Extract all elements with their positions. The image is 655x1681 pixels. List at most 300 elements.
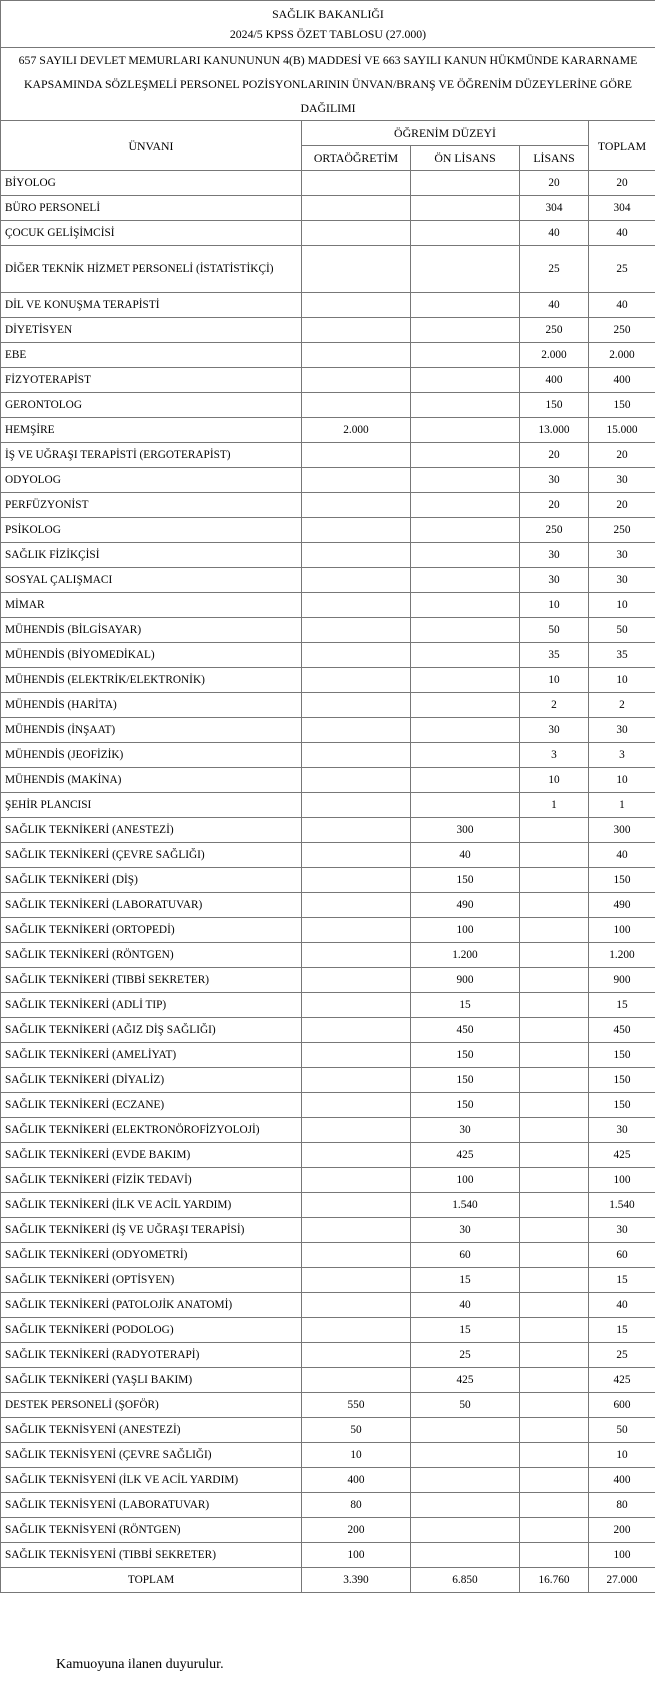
row-orta: [302, 1168, 411, 1193]
row-orta: [302, 568, 411, 593]
row-total: 250: [589, 318, 655, 343]
row-total: 30: [589, 543, 655, 568]
row-orta: [302, 468, 411, 493]
row-orta: [302, 1068, 411, 1093]
table-row: [1, 643, 655, 668]
row-title: SAĞLIK TEKNİSYENİ (İLK VE ACİL YARDIM): [1, 1468, 302, 1493]
row-lisans: [520, 1193, 589, 1218]
row-lisans: [520, 893, 589, 918]
row-onlisans: [411, 343, 520, 368]
table-row: [1, 793, 655, 818]
row-onlisans: [411, 1543, 520, 1568]
table-description: 657 SAYILI DEVLET MEMURLARI KANUNUNUN 4(B) MADDESİ VE 663 SAYILI KANUN HÜKMÜNDE KARARNAME KAPSAMINDA SÖZLEŞMELİ PERSONEL POZİSYONLARININ ÜNVAN/BRANŞ VE ÖĞRENİM DÜZEYLERİNE GÖRE DAĞILIMI: [1, 48, 655, 121]
row-onlisans: [411, 1468, 520, 1493]
row-title: SAĞLIK TEKNİSYENİ (TIBBİ SEKRETER): [1, 1543, 302, 1568]
row-orta: [302, 543, 411, 568]
row-lisans: 30: [520, 468, 589, 493]
row-title: DESTEK PERSONELİ (ŞOFÖR): [1, 1393, 302, 1418]
row-title: SAĞLIK TEKNİKERİ (ANESTEZİ): [1, 818, 302, 843]
row-orta: [302, 1018, 411, 1043]
col-lisans-header: LİSANS: [520, 146, 589, 171]
table-row: [1, 196, 655, 221]
row-orta: 80: [302, 1493, 411, 1518]
row-onlisans: [411, 1493, 520, 1518]
table-row: [1, 1293, 655, 1318]
row-onlisans: [411, 768, 520, 793]
table-row: [1, 1018, 655, 1043]
row-total: 2: [589, 693, 655, 718]
row-orta: 550: [302, 1393, 411, 1418]
row-total: 100: [589, 1168, 655, 1193]
row-orta: [302, 1043, 411, 1068]
row-total: 1.540: [589, 1193, 655, 1218]
row-orta: [302, 368, 411, 393]
row-total: 400: [589, 368, 655, 393]
row-onlisans: [411, 693, 520, 718]
row-orta: [302, 1343, 411, 1368]
row-onlisans: 450: [411, 1018, 520, 1043]
row-onlisans: 30: [411, 1118, 520, 1143]
row-lisans: [520, 818, 589, 843]
row-orta: 10: [302, 1443, 411, 1468]
row-lisans: 2: [520, 693, 589, 718]
table-row: [1, 1043, 655, 1068]
row-title: MÜHENDİS (MAKİNA): [1, 768, 302, 793]
row-total: 40: [589, 293, 655, 318]
row-title: GERONTOLOG: [1, 393, 302, 418]
row-orta: [302, 868, 411, 893]
row-orta: [302, 643, 411, 668]
row-onlisans: [411, 593, 520, 618]
row-title: SAĞLIK TEKNİKERİ (ADLİ TIP): [1, 993, 302, 1018]
row-title: SAĞLIK TEKNİKERİ (LABORATUVAR): [1, 893, 302, 918]
row-total: 1: [589, 793, 655, 818]
row-orta: [302, 768, 411, 793]
row-total: 250: [589, 518, 655, 543]
table-row: [1, 1143, 655, 1168]
row-orta: [302, 1318, 411, 1343]
row-onlisans: 1.540: [411, 1193, 520, 1218]
row-orta: [302, 793, 411, 818]
row-onlisans: 15: [411, 1318, 520, 1343]
row-onlisans: 15: [411, 1268, 520, 1293]
row-total: 50: [589, 1418, 655, 1443]
row-onlisans: 300: [411, 818, 520, 843]
row-lisans: 2.000: [520, 343, 589, 368]
row-lisans: 400: [520, 368, 589, 393]
row-lisans: 304: [520, 196, 589, 221]
row-title: MÜHENDİS (HARİTA): [1, 693, 302, 718]
table-row: [1, 1243, 655, 1268]
row-title: SAĞLIK TEKNİKERİ (FİZİK TEDAVİ): [1, 1168, 302, 1193]
row-title: MÜHENDİS (BİLGİSAYAR): [1, 618, 302, 643]
table-row: [1, 618, 655, 643]
table-header-title: [1, 1, 655, 48]
totals-total: 27.000: [589, 1568, 655, 1593]
row-orta: [302, 993, 411, 1018]
row-total: 15: [589, 1268, 655, 1293]
row-total: 30: [589, 1218, 655, 1243]
row-onlisans: 490: [411, 893, 520, 918]
table-row: [1, 918, 655, 943]
row-total: 150: [589, 393, 655, 418]
row-title: SAĞLIK TEKNİSYENİ (ÇEVRE SAĞLIĞI): [1, 1443, 302, 1468]
row-orta: [302, 1193, 411, 1218]
row-title: FİZYOTERAPİST: [1, 368, 302, 393]
row-lisans: 30: [520, 543, 589, 568]
row-lisans: [520, 1418, 589, 1443]
row-onlisans: [411, 518, 520, 543]
row-total: 50: [589, 618, 655, 643]
table-row: [1, 1168, 655, 1193]
row-title: SAĞLIK TEKNİKERİ (YAŞLI BAKIM): [1, 1368, 302, 1393]
row-orta: [302, 1143, 411, 1168]
table-row: [1, 518, 655, 543]
row-orta: [302, 968, 411, 993]
row-onlisans: 900: [411, 968, 520, 993]
row-total: 30: [589, 1118, 655, 1143]
row-lisans: 30: [520, 568, 589, 593]
row-lisans: [520, 843, 589, 868]
table-row: [1, 1068, 655, 1093]
row-title: DİYETİSYEN: [1, 318, 302, 343]
row-orta: 2.000: [302, 418, 411, 443]
row-total: 200: [589, 1518, 655, 1543]
row-title: MÜHENDİS (BİYOMEDİKAL): [1, 643, 302, 668]
row-orta: 100: [302, 1543, 411, 1568]
row-lisans: 35: [520, 643, 589, 668]
row-onlisans: [411, 618, 520, 643]
row-total: 80: [589, 1493, 655, 1518]
table-row: [1, 1118, 655, 1143]
row-onlisans: 1.200: [411, 943, 520, 968]
table-row: [1, 418, 655, 443]
table-row: [1, 1093, 655, 1118]
row-lisans: 250: [520, 518, 589, 543]
row-lisans: 150: [520, 393, 589, 418]
row-orta: [302, 893, 411, 918]
row-orta: 400: [302, 1468, 411, 1493]
row-total: 40: [589, 1293, 655, 1318]
row-lisans: [520, 868, 589, 893]
table-row: [1, 768, 655, 793]
row-lisans: [520, 1443, 589, 1468]
table-row: [1, 993, 655, 1018]
row-total: 600: [589, 1393, 655, 1418]
table-row: [1, 718, 655, 743]
row-onlisans: 100: [411, 1168, 520, 1193]
row-onlisans: 40: [411, 1293, 520, 1318]
row-orta: [302, 843, 411, 868]
table-row: [1, 368, 655, 393]
row-lisans: 250: [520, 318, 589, 343]
row-total: 30: [589, 718, 655, 743]
row-onlisans: 150: [411, 868, 520, 893]
row-lisans: [520, 1343, 589, 1368]
row-lisans: [520, 1168, 589, 1193]
row-total: 10: [589, 668, 655, 693]
row-onlisans: [411, 246, 520, 293]
row-onlisans: [411, 418, 520, 443]
row-total: 25: [589, 246, 655, 293]
row-total: 10: [589, 1443, 655, 1468]
row-lisans: 25: [520, 246, 589, 293]
table-row: [1, 171, 655, 196]
row-lisans: [520, 1143, 589, 1168]
table-row: [1, 893, 655, 918]
row-total: 150: [589, 1043, 655, 1068]
row-onlisans: 150: [411, 1068, 520, 1093]
row-title: SAĞLIK TEKNİKERİ (AĞIZ DİŞ SAĞLIĞI): [1, 1018, 302, 1043]
row-total: 30: [589, 468, 655, 493]
row-onlisans: [411, 171, 520, 196]
table-row: [1, 743, 655, 768]
row-lisans: [520, 1493, 589, 1518]
row-onlisans: [411, 318, 520, 343]
row-lisans: 10: [520, 768, 589, 793]
row-title: SAĞLIK TEKNİKERİ (EVDE BAKIM): [1, 1143, 302, 1168]
row-total: 100: [589, 918, 655, 943]
table-row: [1, 568, 655, 593]
row-orta: [302, 1368, 411, 1393]
table-row: [1, 1318, 655, 1343]
row-title: SAĞLIK TEKNİKERİ (DİŞ): [1, 868, 302, 893]
table-row: [1, 1368, 655, 1393]
row-title: BİYOLOG: [1, 171, 302, 196]
row-total: 10: [589, 768, 655, 793]
table-row: [1, 693, 655, 718]
table-row: [1, 343, 655, 368]
row-orta: [302, 818, 411, 843]
row-onlisans: 100: [411, 918, 520, 943]
row-lisans: 40: [520, 293, 589, 318]
row-total: 150: [589, 1068, 655, 1093]
row-total: 20: [589, 171, 655, 196]
row-total: 425: [589, 1143, 655, 1168]
row-title: EBE: [1, 343, 302, 368]
row-total: 15: [589, 1318, 655, 1343]
row-orta: [302, 1268, 411, 1293]
row-onlisans: [411, 468, 520, 493]
row-total: 40: [589, 843, 655, 868]
row-total: 25: [589, 1343, 655, 1368]
row-lisans: 20: [520, 443, 589, 468]
totals-row: [1, 1568, 655, 1593]
row-total: 35: [589, 643, 655, 668]
row-lisans: [520, 1393, 589, 1418]
row-onlisans: [411, 368, 520, 393]
row-orta: [302, 343, 411, 368]
row-orta: [302, 718, 411, 743]
col-orta-header: ORTAÖĞRETİM: [302, 146, 411, 171]
row-lisans: [520, 1268, 589, 1293]
table-row: [1, 1418, 655, 1443]
row-title: SAĞLIK TEKNİKERİ (PATOLOJİK ANATOMİ): [1, 1293, 302, 1318]
table-row: [1, 1193, 655, 1218]
row-lisans: [520, 1118, 589, 1143]
row-title: SAĞLIK TEKNİKERİ (ODYOMETRİ): [1, 1243, 302, 1268]
row-title: MÜHENDİS (İNŞAAT): [1, 718, 302, 743]
table-row: [1, 943, 655, 968]
row-title: SAĞLIK TEKNİSYENİ (RÖNTGEN): [1, 1518, 302, 1543]
row-onlisans: 30: [411, 1218, 520, 1243]
row-lisans: [520, 943, 589, 968]
row-title: PSİKOLOG: [1, 518, 302, 543]
row-orta: [302, 518, 411, 543]
table-row: [1, 1268, 655, 1293]
col-group-header: ÖĞRENİM DÜZEYİ: [302, 121, 589, 146]
row-onlisans: [411, 543, 520, 568]
row-total: 400: [589, 1468, 655, 1493]
row-orta: [302, 393, 411, 418]
row-orta: [302, 171, 411, 196]
row-total: 150: [589, 868, 655, 893]
row-title: SOSYAL ÇALIŞMACI: [1, 568, 302, 593]
table-row: [1, 318, 655, 343]
row-orta: [302, 1118, 411, 1143]
row-title: ÇOCUK GELİŞİMCİSİ: [1, 221, 302, 246]
row-orta: [302, 668, 411, 693]
table-row: [1, 293, 655, 318]
row-onlisans: [411, 793, 520, 818]
row-title: SAĞLIK TEKNİKERİ (ORTOPEDİ): [1, 918, 302, 943]
row-onlisans: [411, 1418, 520, 1443]
row-orta: [302, 1243, 411, 1268]
table-row: [1, 1468, 655, 1493]
row-title: SAĞLIK TEKNİKERİ (DİYALİZ): [1, 1068, 302, 1093]
row-lisans: [520, 1218, 589, 1243]
row-orta: [302, 743, 411, 768]
row-title: MÜHENDİS (ELEKTRİK/ELEKTRONİK): [1, 668, 302, 693]
row-onlisans: 50: [411, 1393, 520, 1418]
table-row: [1, 493, 655, 518]
row-title: SAĞLIK TEKNİSYENİ (ANESTEZİ): [1, 1418, 302, 1443]
row-lisans: [520, 1043, 589, 1068]
row-lisans: [520, 993, 589, 1018]
table-row: [1, 868, 655, 893]
row-total: 150: [589, 1093, 655, 1118]
row-title: SAĞLIK FİZİKÇİSİ: [1, 543, 302, 568]
row-lisans: [520, 1093, 589, 1118]
table-row: [1, 668, 655, 693]
row-title: ODYOLOG: [1, 468, 302, 493]
row-total: 20: [589, 493, 655, 518]
table-row: [1, 818, 655, 843]
row-onlisans: 60: [411, 1243, 520, 1268]
row-onlisans: [411, 493, 520, 518]
row-onlisans: [411, 668, 520, 693]
row-title: DİL VE KONUŞMA TERAPİSTİ: [1, 293, 302, 318]
row-lisans: 1: [520, 793, 589, 818]
row-orta: [302, 246, 411, 293]
row-onlisans: [411, 568, 520, 593]
table-row: [1, 543, 655, 568]
row-orta: [302, 196, 411, 221]
table-row: [1, 968, 655, 993]
row-title: SAĞLIK TEKNİKERİ (RÖNTGEN): [1, 943, 302, 968]
table-row: [1, 468, 655, 493]
row-onlisans: [411, 1518, 520, 1543]
row-onlisans: [411, 221, 520, 246]
totals-lisans: 16.760: [520, 1568, 589, 1593]
row-total: 3: [589, 743, 655, 768]
row-total: 300: [589, 818, 655, 843]
row-orta: [302, 1218, 411, 1243]
row-onlisans: 150: [411, 1043, 520, 1068]
row-lisans: 50: [520, 618, 589, 643]
row-total: 10: [589, 593, 655, 618]
row-total: 304: [589, 196, 655, 221]
table-subtitle: 2024/5 KPSS ÖZET TABLOSU (27.000): [229, 27, 427, 41]
row-lisans: [520, 968, 589, 993]
row-onlisans: [411, 393, 520, 418]
table-row: [1, 1493, 655, 1518]
row-total: 15.000: [589, 418, 655, 443]
row-lisans: [520, 918, 589, 943]
row-orta: [302, 1093, 411, 1118]
row-lisans: [520, 1468, 589, 1493]
row-title: SAĞLIK TEKNİKERİ (RADYOTERAPİ): [1, 1343, 302, 1368]
row-onlisans: [411, 443, 520, 468]
row-orta: [302, 918, 411, 943]
col-title-header: ÜNVANI: [1, 121, 302, 171]
table-row: [1, 1518, 655, 1543]
row-total: 30: [589, 568, 655, 593]
table-row: [1, 843, 655, 868]
row-lisans: [520, 1068, 589, 1093]
table-row: [1, 1343, 655, 1368]
row-title: ŞEHİR PLANCISI: [1, 793, 302, 818]
col-total-header: TOPLAM: [589, 121, 655, 171]
row-lisans: [520, 1318, 589, 1343]
row-title: SAĞLIK TEKNİKERİ (ELEKTRONÖROFİZYOLOJİ): [1, 1118, 302, 1143]
row-lisans: [520, 1243, 589, 1268]
row-total: 2.000: [589, 343, 655, 368]
row-onlisans: [411, 718, 520, 743]
row-onlisans: 425: [411, 1368, 520, 1393]
row-title: SAĞLIK TEKNİKERİ (PODOLOG): [1, 1318, 302, 1343]
row-onlisans: [411, 643, 520, 668]
row-onlisans: [411, 1443, 520, 1468]
row-title: SAĞLIK TEKNİKERİ (İŞ VE UĞRAŞI TERAPİSİ): [1, 1218, 302, 1243]
row-title: İŞ VE UĞRAŞI TERAPİSTİ (ERGOTERAPİST): [1, 443, 302, 468]
row-onlisans: 425: [411, 1143, 520, 1168]
col-onlisans-header: ÖN LİSANS: [411, 146, 520, 171]
row-lisans: [520, 1018, 589, 1043]
row-orta: [302, 1293, 411, 1318]
row-title: BÜRO PERSONELİ: [1, 196, 302, 221]
table-row: [1, 443, 655, 468]
row-onlisans: 25: [411, 1343, 520, 1368]
totals-label: TOPLAM: [1, 1568, 302, 1593]
row-lisans: 13.000: [520, 418, 589, 443]
row-title: SAĞLIK TEKNİKERİ (AMELİYAT): [1, 1043, 302, 1068]
row-orta: [302, 493, 411, 518]
row-title: SAĞLIK TEKNİKERİ (ÇEVRE SAĞLIĞI): [1, 843, 302, 868]
row-total: 100: [589, 1543, 655, 1568]
table-row: [1, 1543, 655, 1568]
row-lisans: [520, 1518, 589, 1543]
row-total: 425: [589, 1368, 655, 1393]
row-orta: [302, 593, 411, 618]
row-orta: [302, 443, 411, 468]
row-onlisans: [411, 743, 520, 768]
row-total: 490: [589, 893, 655, 918]
table-row: [1, 593, 655, 618]
row-title: SAĞLIK TEKNİKERİ (ECZANE): [1, 1093, 302, 1118]
totals-onlisans: 6.850: [411, 1568, 520, 1593]
row-lisans: 30: [520, 718, 589, 743]
